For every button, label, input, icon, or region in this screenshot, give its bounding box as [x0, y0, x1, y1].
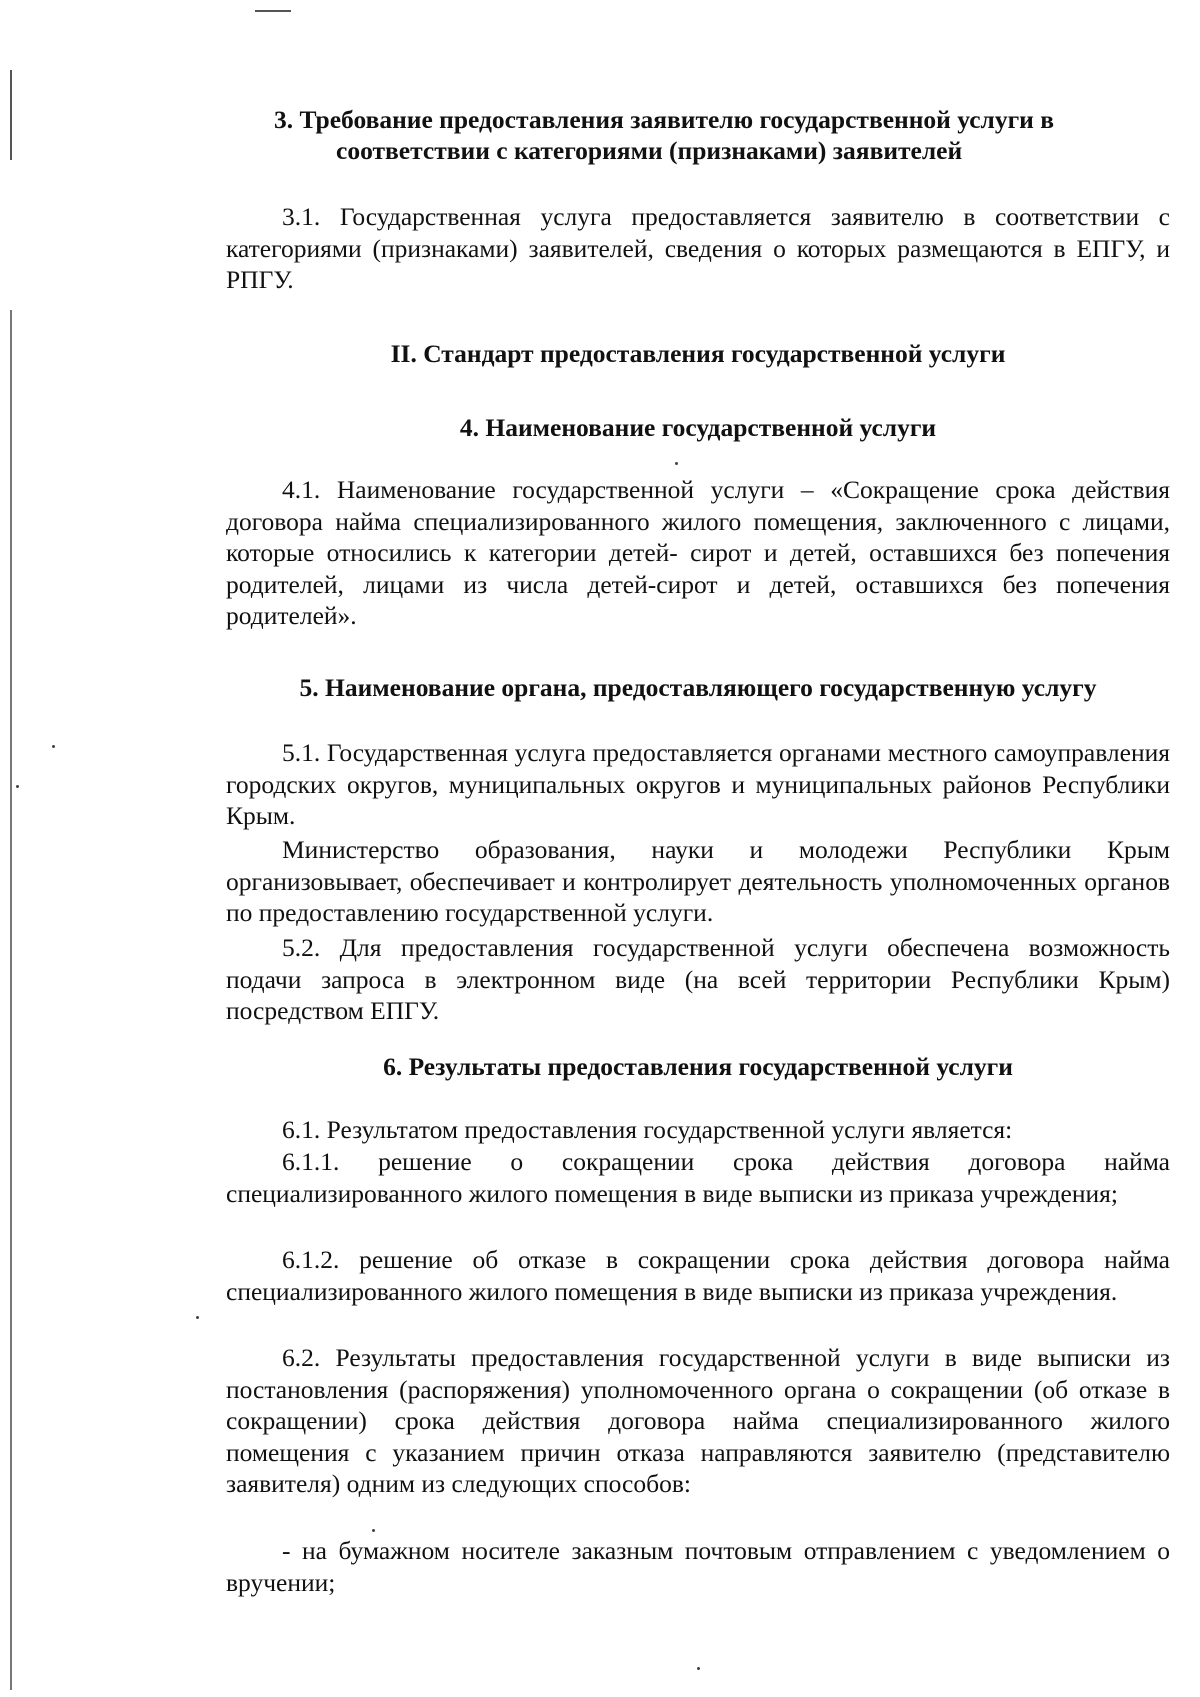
- scan-line-left-2: [10, 310, 12, 1690]
- paragraph-6-2: 6.2. Результаты предоставления государственной услуги в виде выписки из постановления (распоряжения) уполномоченного органа о сокращении (об отказе в сокращении) срока действия договора найма специализированного жилого помещения с указанием причин отказа направляются заявителю (представителю заявителя) одним из следующих способов:: [226, 1343, 1170, 1498]
- paragraph-6-1-2: 6.1.2. решение об отказе в сокращении срока действия договора найма специализированного жилого помещения в виде выписки из приказа учреждения.: [226, 1245, 1170, 1306]
- scan-dot: [675, 462, 678, 465]
- paragraph-5-2: 5.2. Для предоставления государственной услуги обеспечена возможность подачи запроса в электронном виде (на всей территории Республики Крым) посредством ЕПГУ.: [226, 933, 1170, 1025]
- scan-dot: [196, 1316, 199, 1319]
- scan-dot: [372, 1529, 375, 1532]
- section-5-heading: 5. Наименование органа, предоставляющего государственную услугу: [299, 673, 1097, 702]
- paragraph-3-1: 3.1. Государственная услуга предоставляется заявителю в соответствии с категориями (признаками) заявителей, сведения о которых размещаются в ЕПГУ, и РПГУ.: [226, 202, 1170, 294]
- scan-dot: [697, 1667, 700, 1670]
- paragraph-4-1: 4.1. Наименование государственной услуги – «Сокращение срока действия договора найма специализированного жилого помещения, заключенного с лицами, которые относились к категории детей- сирот и детей, оставшихся без попечения родителей, лицами из числа детей-сирот и детей, оставшихся без попечения родителей».: [226, 475, 1170, 630]
- paragraph-6-1: 6.1. Результатом предоставления государственной услуги является:: [282, 1115, 1013, 1144]
- paragraph-6-1-1: 6.1.1. решение о сокращении срока действия договора найма специализированного жилого помещения в виде выписки из приказа учреждения;: [226, 1147, 1170, 1208]
- section-3-heading: [226, 104, 1170, 166]
- scan-dot: [16, 785, 19, 788]
- scan-dot: [52, 745, 55, 748]
- section-6-heading: 6. Результаты предоставления государственной услуги: [383, 1052, 1013, 1081]
- list-item-paper-mail: - на бумажном носителе заказным почтовым отправлением с уведомлением о вручении;: [226, 1536, 1170, 1597]
- heading-line: соответствии с категориями (признаками) заявителей: [336, 136, 963, 165]
- scan-line-left-1: [10, 70, 12, 160]
- paragraph-5-1-ministry: Министерство образования, науки и молодежи Республики Крым организовывает, обеспечивает и контролирует деятельность уполномоченных органов по предоставлению государственной услуги.: [226, 835, 1170, 927]
- heading-line: 3. Требование предоставления заявителю государственной услуги в: [274, 105, 1055, 134]
- paragraph-5-1: 5.1. Государственная услуга предоставляется органами местного самоуправления городских округов, муниципальных округов и муниципальных районов Республики Крым.: [226, 738, 1170, 830]
- part-2-heading: II. Стандарт предоставления государственной услуги: [390, 339, 1006, 368]
- section-4-heading: 4. Наименование государственной услуги: [459, 413, 937, 442]
- scan-line-top: [255, 10, 291, 12]
